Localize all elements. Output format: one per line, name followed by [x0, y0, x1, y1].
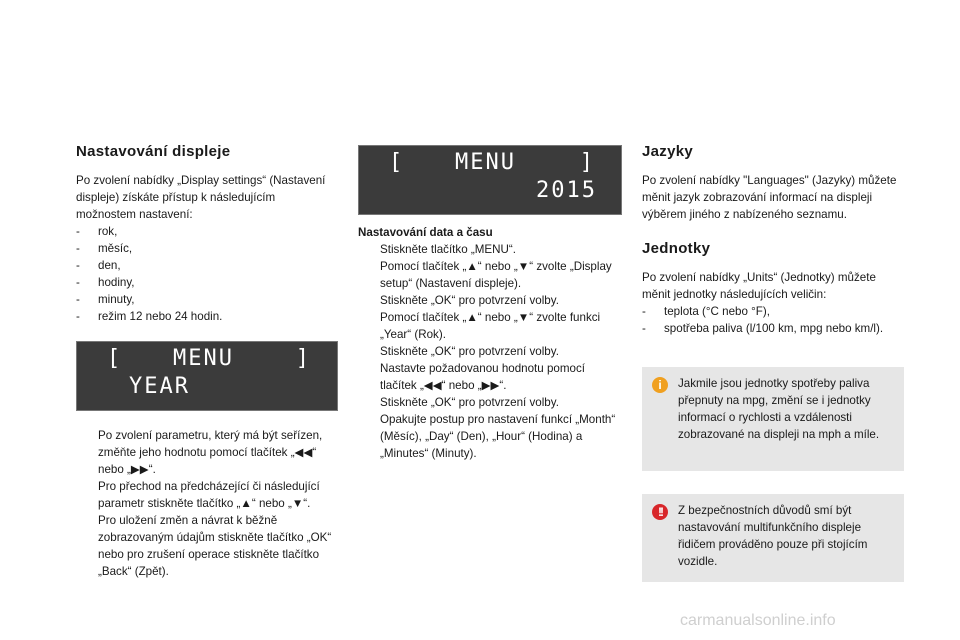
option-item: - minuty,	[76, 291, 338, 308]
display-settings-column	[76, 142, 338, 580]
step-item: Nastavte požadovanou hodnotu pomocí tlačítek „◀◀“ nebo „▶▶“.	[380, 362, 585, 392]
lcd-right-bracket: ]	[579, 150, 595, 175]
languages-units-column	[642, 142, 906, 337]
display-settings-title: Nastavování displeje	[76, 143, 231, 160]
step-item: Stiskněte „OK“ pro potvrzení volby.	[380, 294, 559, 307]
languages-title: Jazyky	[642, 143, 694, 160]
step-item: Po zvolení parametru, který má být seřízen, změňte jeho hodnotu pomocí tlačítek „◀◀“ nebo „▶▶“.	[98, 429, 323, 476]
option-item: - hodiny,	[76, 274, 338, 291]
step-item: Pro uložení změn a návrat k běžně zobrazovaným údajům stiskněte tlačítko „OK“ nebo pro zrušení operace stiskněte tlačítko „Back“ (Zpět).	[98, 514, 332, 578]
lcd-date-text: 2015	[536, 178, 597, 203]
lcd-menu-text: MENU	[455, 150, 516, 175]
step-item: Stiskněte tlačítko „MENU“.	[380, 243, 516, 256]
display-settings-steps	[76, 427, 338, 580]
info-icon: i	[652, 377, 668, 393]
option-item: - měsíc,	[76, 240, 338, 257]
step-item: Stiskněte „OK“ pro potvrzení volby.	[380, 345, 559, 358]
date-time-steps	[358, 241, 620, 462]
units-title: Jednotky	[642, 240, 711, 257]
unit-item: - teplota (°C nebo °F),	[642, 303, 906, 320]
warning-note-text: Z bezpečnostních důvodů smí být nastavování multifunkčního displeje řidičem prováděno pouze při stojícím vozidle.	[678, 504, 868, 568]
option-item: - rok,	[76, 223, 338, 240]
warning-note	[642, 494, 904, 582]
watermark-text: carmanualsonline.info	[680, 612, 836, 629]
step-item: Opakujte postup pro nastavení funkcí „Month“ (Měsíc), „Day“ (Den), „Hour“ (Hodina) a „Minutes“ (Minuty).	[380, 413, 616, 460]
display-settings-options	[76, 223, 338, 325]
unit-item: - spotřeba paliva (l/100 km, mpg nebo km/l).	[642, 320, 906, 337]
date-time-column	[358, 224, 620, 462]
lcd-display-year	[76, 341, 338, 411]
date-time-title: Nastavování data a času	[358, 226, 493, 239]
lcd-year-text: YEAR	[129, 374, 190, 399]
option-item: - režim 12 nebo 24 hodin.	[76, 308, 338, 325]
units-intro: Po zvolení nabídky „Units“ (Jednotky) můžete měnit jednotky následujících veličin:	[642, 271, 876, 301]
info-note-text: Jakmile jsou jednotky spotřeby paliva přepnuty na mpg, změní se i jednotky informací o rychlosti a vzdálenosti zobrazované na displeji na mph a míle.	[678, 377, 880, 441]
display-settings-intro: Po zvolení nabídky „Display settings“ (Nastavení displeje) získáte přístup k následujícím možnostem nastavení:	[76, 174, 326, 221]
lcd-left-bracket: [	[389, 150, 405, 175]
lcd-menu-text: MENU	[173, 346, 234, 371]
step-item: Pro přechod na předcházející či následující parametr stiskněte tlačítko „▲“ nebo „▼“.	[98, 480, 320, 510]
warning-icon: !!	[652, 504, 668, 520]
lcd-display-date	[358, 145, 622, 215]
units-list	[642, 303, 906, 337]
option-item: - den,	[76, 257, 338, 274]
lcd-right-bracket: ]	[295, 346, 311, 371]
step-item: Stiskněte „OK“ pro potvrzení volby.	[380, 396, 559, 409]
step-item: Pomocí tlačítek „▲“ nebo „▼“ zvolte „Display setup“ (Nastavení displeje).	[380, 260, 612, 290]
step-item: Pomocí tlačítek „▲“ nebo „▼“ zvolte funkci „Year“ (Rok).	[380, 311, 601, 341]
info-note	[642, 367, 904, 471]
lcd-left-bracket: [	[107, 346, 123, 371]
languages-text: Po zvolení nabídky "Languages" (Jazyky) můžete měnit jazyk zobrazování informací na displeji výběrem jiného z nabízeného seznamu.	[642, 174, 897, 221]
